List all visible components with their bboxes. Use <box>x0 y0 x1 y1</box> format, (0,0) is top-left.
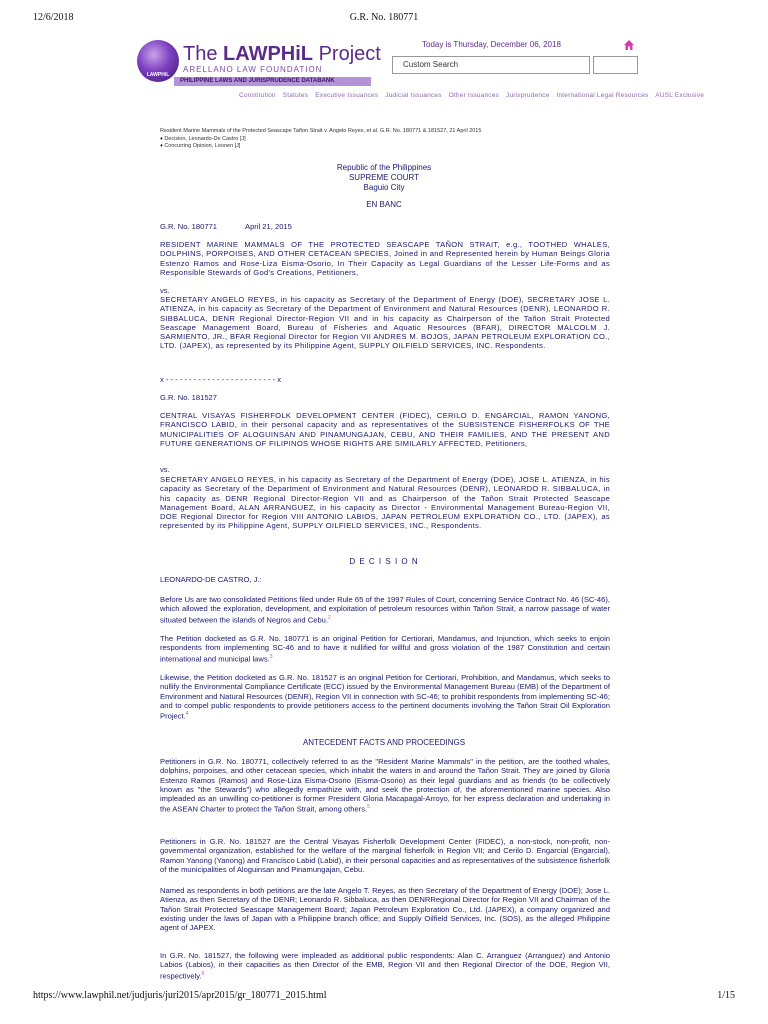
nav-item-statutes[interactable]: Statutes <box>282 92 309 99</box>
breadcrumb <box>160 128 481 151</box>
nav-item-ausl-exclusive[interactable]: AUSL Exclusive <box>655 92 705 99</box>
court-city: Baguio City <box>363 183 405 192</box>
nav-item-international-legal-resources[interactable]: International Legal Resources <box>556 92 649 99</box>
site-title-bold: LAWPHiL <box>223 43 314 65</box>
nav-item-judicial-issuances[interactable]: Judicial Issuances <box>385 92 442 99</box>
case2-petitioners: CENTRAL VISAYAS FISHERFOLK DEVELOPMENT CENTER (FIDEC), CERILO D. ENGARCIAL, RAMON YANONG, FRANCISCO LABID, in their personal capacity and as representatives of the SUBSISTENCE FISHERFOLKS OF THE MUNICIPALITIES OF ALOGUINSAN AND PINAMUNGAJAN, CEBU, AND THEIR FAMILIES, AND THE PRESENT AND FUTURE GENERATIONS OF FILIPINOS WHOSE RIGHTS ARE SIMILARLY AFFECTED, Petitioners, <box>160 411 610 448</box>
nav-item-constitution[interactable]: Constitution <box>239 92 276 99</box>
section-heading: ANTECEDENT FACTS AND PROCEEDINGS <box>302 738 466 747</box>
footnote-link[interactable]: 2 <box>328 614 331 621</box>
breadcrumb-concurring-link[interactable]: ♦ Concurring Opinion, Leonen [J] <box>160 143 241 149</box>
decision-heading: D E C I S I O N <box>349 557 419 566</box>
footnote-link[interactable]: 4 <box>185 711 189 718</box>
facts-paragraph-3 <box>160 886 610 932</box>
case1-number: G.R. No. 180771 <box>160 222 217 231</box>
decision-paragraph-2 <box>160 634 610 663</box>
footnote-link[interactable]: 3 <box>269 653 273 660</box>
footnote-link[interactable]: 6 <box>201 970 205 977</box>
nav-item-other-issuances[interactable]: Other Issuances <box>448 92 499 99</box>
paragraph-text: Petitioners in G.R. No. 180771, collectively referred to as the "Resident Marine Mammals" in the petition, are the toothed whales, dolphins, porpoises, and other cetacean species, which inhabit the waters in and around the Tañon Strait. They are joined by Gloria Estenzo Ramos (Ramos) and Rose-Liza Eisma-Osorio (Eisma-Osorio) as their legal guardians and as friends (to be collectively known as "the Stewards") who allegedly empathize with, and seek the protection of, the aforementioned marine species. Also impleaded as an unwilling co-petitioner is former President Gloria Macapagal-Arroyo, for her express declaration and undertaking in the ASEAN Charter to protect the Tañon Strait, among others. <box>160 757 610 815</box>
paragraph-text: Likewise, the Petition docketed as G.R. No. 181527 is an original Petition for Certiorari, Prohibition, and Mandamus, which seeks to nullify the Environmental Compliance Certificate (ECC) issued by the Environmental Management Bureau (EMB) of the Department of Environment and Natural Resources (DENR), Region VII in connection with SC-46; to prohibit respondents from implementing SC-46; and to compel public respondents to provide petitioners access to the pertinent documents involving the Tañon Strait Oil Exploration Project. <box>160 673 610 721</box>
site-tagline: PHILIPPINE LAWS AND JURISPRUDENCE DATABANK <box>180 78 335 84</box>
facts-paragraph-2 <box>160 837 610 874</box>
facts-paragraph-1 <box>160 757 610 814</box>
today-date: Today is Thursday, December 06, 2018 <box>422 40 561 49</box>
decision-paragraph-1 <box>160 595 610 624</box>
top-navigation <box>239 92 709 99</box>
case1-vs: vs. <box>160 286 170 295</box>
footnote-link[interactable]: 5 <box>367 804 370 811</box>
ponente: LEONARDO-DE CASTRO, J.: <box>160 575 262 584</box>
print-date: 12/6/2018 <box>33 12 74 23</box>
paragraph-text: Named as respondents in both petitions are the late Angelo T. Reyes, as then Secretary of the Department of Energy (DOE); Jose L. Atienza, as then Secretary of the DENR; Leonardo R. Sibbaluca, as then DENRRegional Director for Region VII and Chairman of the Tañon Strait Protected Seascape Management Board; Japan Petroleum Exploration Co., Ltd. (JAPEX), a company organized and existing under the laws of Japan with a Philippine branch office; and Supply Oilfield Services, Inc. (SOS), as the alleged Philippine agent of JAPEX. <box>160 886 610 933</box>
case1-petitioners: RESIDENT MARINE MAMMALS OF THE PROTECTED SEASCAPE TAÑON STRAIT, e.g., TOOTHED WHALES, DOLPHINS, PORPOISES, AND OTHER CETACEAN SPECIES, Joined in and Represented herein by Human Beings Gloria Estenzo Ramos and Rose-Liza Eisma-Osorio, In Their Capacity as Legal Guardians of the Lesser Life-Forms and as Responsible Stewards of God's Creations, Petitioners, <box>160 240 610 277</box>
paragraph-text: Petitioners in G.R. No. 181527 are the Central Visayas Fisherfolk Development Center (FIDEC), a non-stock, non-profit, non-governmental organization, established for the welfare of the marginal fisherfolk in Region VII; and Cerilo D. Engarcial (Engarcial), Ramon Yanong (Yanong) and Francisco Labid (Labid), in their personal capacities and as representatives of the subsistence fisherfolk of the municipalities of Aloguinsan and Pinamungajan, Cebu. <box>160 837 610 874</box>
search-placeholder: Custom Search <box>403 60 459 69</box>
site-title-suffix: Project <box>313 43 381 65</box>
search-button[interactable] <box>593 56 638 74</box>
paragraph-text: Before Us are two consolidated Petitions filed under Rule 65 of the 1997 Rules of Court, concerning Service Contract No. 46 (SC-46), which allowed the exploration, development, and exploitation of petroleum resources within Tañon Strait, a narrow passage of water situated between the islands of Negros and Cebu. <box>160 595 610 625</box>
case-separator: x - - - - - - - - - - - - - - - - - - - - - - - - x <box>160 375 282 384</box>
nav-item-jurisprudence[interactable]: Jurisprudence <box>506 92 550 99</box>
breadcrumb-decision-link[interactable]: ♦ Decision, Leonardo-De Castro [J] <box>160 135 246 142</box>
case1-respondents: SECRETARY ANGELO REYES, in his capacity as Secretary of the Department of Energy (DOE), SECRETARY JOSE L. ATIENZA, in his capacity as Secretary of the Department of Environment and Natural Resources (DENR), LEONARDO R. SIBBALUCA, DENR Regional Director-Region VII and in his capacity as Chairperson of the Tañon Strait Protected Seascape Management Board, Bureau of Fisheries and Aquatic Resources (BFAR), DIRECTOR MALCOLM J. SARMIENTO, JR., BFAR Regional Director for Region VII ANDRES M. BOJOS, JAPAN PETROLEUM EXPLORATION CO., LTD. (JAPEX), as represented by its Philippine Agent, SUPPLY OILFIELD SERVICES, INC. Respondents. <box>160 295 610 351</box>
case1-date: April 21, 2015 <box>245 222 292 231</box>
breadcrumb-case: Resident Marine Mammals of the Protected Seascape Tañon Strait v. Angelo Reyes, et al. G.R. No. 180771 & 181527, 21 April 2015 <box>160 128 482 134</box>
paragraph-text: The Petition docketed as G.R. No. 180771 is an original Petition for Certiorari, Mandamus, and Injunction, which seeks to enjoin respondents from implementing SC-46 and to have it nullified for willful and gross violation of the 1987 Constitution and certain international and municipal laws. <box>160 634 610 664</box>
case2-respondents: SECRETARY ANGELO REYES, in his capacity as Secretary of the Department of Energy (DOE), JOSE L. ATIENZA, in his capacity as Secretary of the Department of Environment and Natural Resources (DENR), LEONARDO R. SIBBALUCA, in his capacity as DENR Regional Director-Region VII and as Chairperson of the Tañon Strait Protected Seascape Management Board, ALAN ARRANGUEZ, in his capacity as Director - Environmental Management Bureau-Region VII, DOE Regional Director for Region VIII ANTONIO LABIOS, JAPAN PETROLEUM EXPLORATION CO., LTD. (JAPEX), as represented by its Philippine Agent, SUPPLY OILFIELD SERVICES, INC., Respondents. <box>160 475 610 531</box>
republic-line: Republic of the Philippines <box>336 163 432 172</box>
paragraph-text: In G.R. No. 181527, the following were impleaded as additional public respondents: Alan C. Arranguez (Arranguez) and Antonio Labios (Labios), in their capacities as then Director of the EMB, Region VII and then Regional Director of the DOE, Region VII, respectively. <box>160 951 610 981</box>
search-input[interactable] <box>392 56 590 74</box>
site-subtitle: ARELLANO LAW FOUNDATION <box>183 65 323 74</box>
logo-globe-text: LAWPHiL <box>146 72 170 78</box>
nav-item-executive-issuances[interactable]: Executive Issuances <box>315 92 379 99</box>
print-page-number: 1/15 <box>717 990 735 1001</box>
facts-paragraph-4 <box>160 951 610 980</box>
print-url[interactable]: https://www.lawphil.net/judjuris/juri2015/apr2015/gr_180771_2015.html <box>33 990 327 1001</box>
decision-paragraph-3 <box>160 673 610 721</box>
division: EN BANC <box>366 200 402 209</box>
case2-number: G.R. No. 181527 <box>160 393 217 402</box>
court-name: SUPREME COURT <box>348 173 420 182</box>
home-icon[interactable] <box>624 40 634 50</box>
site-title-prefix: The <box>183 43 224 65</box>
print-title: G.R. No. 180771 <box>349 12 419 23</box>
site-title[interactable] <box>183 43 381 66</box>
case2-vs: vs. <box>160 465 170 474</box>
case1-heading <box>160 222 610 231</box>
